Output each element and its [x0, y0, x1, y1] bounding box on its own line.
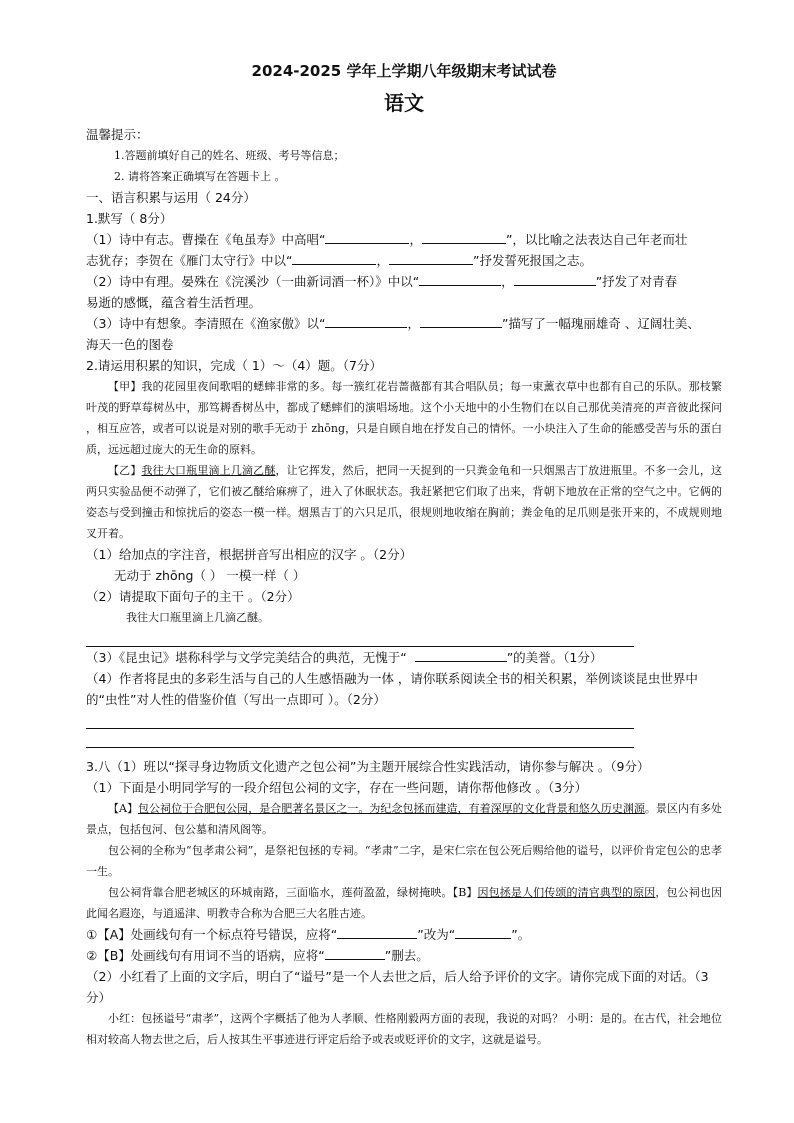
q1-part2-cont: 易逝的感慨，蕴含着生活哲理。 — [86, 295, 262, 310]
paragraph-b: 包公祠背靠合肥老城区的环城南路，三面临水，莲荷盈盈，绿树掩映。【B】因包拯是人们传颂的清官典型的原因，包公祠也因此闻名遐迩，与逍遥津、明教寺合称为合肥三大名胜古迹。 — [86, 886, 723, 920]
answer-blank[interactable] — [455, 924, 511, 939]
passage-yi: 【乙】我往大口瓶里滴上几滴乙醚，让它挥发，然后，把同一天捉到的一只粪金龟和一只烟黑吉丁放进瓶里。不多一会儿，这两只实验品便不动弹了，它们被乙醚给麻痹了，进入了休眠状态。我赶紧把它们取了出来，背朝下地放在正常的空气之中。它俩的姿态与受到撞击和惊扰后的姿态一模一样。烟黑吉丁的六只足爪，很规则地收缩在胸前；粪金龟的足爪则是张开来的，不成规则地叉开着。 — [86, 464, 722, 540]
answer-blank[interactable] — [514, 271, 596, 286]
q1-title: 1.默写（ 8分） — [86, 211, 173, 226]
q1-part3-cont: 海天一色的图卷 — [86, 337, 174, 352]
answer-blank[interactable] — [422, 229, 506, 244]
q1-part2: （2）诗中有理。晏殊在《浣溪沙（一曲新词酒一杯）》中以“ ， ”抒发了对青春 — [86, 271, 722, 292]
q1-part1-cont: 志犹存；李贺在《雁门太守行》中以“ ， ”抒发誓死报国之志。 — [86, 250, 722, 271]
section-heading: 一、语言积累与运用（ 24分） — [86, 190, 256, 205]
tips-label: 温馨提示： — [86, 127, 149, 142]
q2-sub4: （4）作者将昆虫的多彩生活与自己的人生感悟融为一体 ，请你联系阅读全书的相关积累，举例谈谈昆虫世界中的“虫性”对人性的借鉴价值（写出一点即可 ）。（2分） — [86, 671, 698, 707]
tip-item-1: 1.答题前填好自己的姓名、班级、考号等信息； — [114, 149, 345, 162]
answer-blank[interactable] — [415, 647, 507, 662]
q1-part1: （1）诗中有志。曹操在《龟虽寿》中高唱“ ， ”，以比喻之法表达自己年老而壮 — [86, 229, 722, 250]
q1-part3: （3）诗中有想象。李清照在《渔家傲》以“ ， ”描写了一幅瑰丽雄奇 、辽阔壮美、 — [86, 313, 722, 334]
answer-blank[interactable] — [420, 313, 502, 328]
answer-blank[interactable] — [325, 945, 385, 960]
passage-jia: 【甲】我的花园里夜间歌唱的蟋蟀非常的多。每一簇红花岩蔷薇都有其合唱队员；每一束薰衣草中也都有自己的乐队。那枝繁叶茂的野草莓树丛中，那笃耨香树丛中，都成了蟋蟀们的演唱场地。这个小天地中的小生物们在以自己那优美清亮的声音彼此探问 ，相互应答，或者可以说是对别的歌手无动于 zhōng，只是自顾自地在抒发自己的情怀。一小块注入了生命的能感受苦与乐的蛋白质，远远超过庞大的无生命的原料。 — [86, 380, 722, 456]
subject-title: 语文 — [384, 91, 424, 115]
underlined-sentence: 我往大口瓶里滴上几滴乙醚 — [141, 464, 276, 477]
answer-blank[interactable] — [292, 250, 376, 265]
answer-blank[interactable] — [337, 924, 417, 939]
answer-line[interactable] — [86, 628, 634, 647]
answer-blank[interactable] — [389, 250, 473, 265]
dialogue: 小红：包拯谥号“肃孝”，这两个字概括了他为人孝顺、性格刚毅两方面的表现，我说的对吗？ 小明：是的。在古代，社会地位相对较高人物去世之后，后人按其生平事迹进行评定后给予或表或贬评价的文字，这就是谥号。 — [86, 1012, 722, 1046]
underlined-sentence-b: 因包拯是人们传颂的清官典型的原因 — [477, 886, 656, 899]
q3-title: 3.八（1）班以“探寻身边物质文化遗产之包公祠”为主题开展综合性实践活动，请你参与解决 。（9分） — [86, 759, 650, 774]
q2-sub2-sentence: 我往大口瓶里滴上几滴乙醚。 — [126, 611, 269, 624]
paragraph-a: 【A】包公祠位于合肥包公园，是合肥著名景区之一。为纪念包拯而建造，有着深厚的文化背景和悠久历史渊源。景区内有多处景点，包括包河、包公墓和清风阁等。 — [86, 802, 723, 836]
q2-sub3: （3）《昆虫记》堪称科学与文学完美结合的典范，无愧于“ ”的美誉。（1分） — [86, 647, 722, 668]
q2-sub2: （2）请提取下面句子的主干 。（2分） — [86, 589, 300, 604]
q2-title: 2.请运用积累的知识，完成（ 1）～（4）题。（7分） — [86, 358, 383, 373]
answer-blank[interactable] — [325, 313, 407, 328]
q3-sub2: （2）小红看了上面的文字后，明白了“谥号”是一个人去世之后，后人给予评价的文字。请你完成下面的对话。（3分） — [86, 969, 709, 1005]
paragraph-2: 包公祠的全称为“包孝肃公祠”，是祭祀包拯的专祠。“孝肃”二字，是宋仁宗在包公死后赐给他的谥号，以评价肯定包公的忠孝一生。 — [86, 844, 722, 878]
q2-sub1-items: 无动于 zhōng（ ） 一模一样（ ） — [114, 568, 306, 583]
exam-page — [86, 56, 722, 1050]
underlined-sentence-a: 包公祠位于合肥包公园，是合肥著名景区之一。为纪念包拯而建造，有着深厚的文化背景和悠久历史渊源 — [138, 802, 645, 815]
exam-title: 2024-2025 学年上学期八年级期末考试试卷 — [251, 62, 557, 80]
tip-item-2: 2. 请将答案正确填写在答题卡上 。 — [114, 170, 286, 183]
fix-1: ①【A】处画线句有一个标点符号错误，应将“ ”改为“ ”。 — [86, 924, 722, 945]
answer-line[interactable] — [86, 710, 634, 729]
q3-sub1: （1）下面是小明同学写的一段介绍包公祠的文字，存在一些问题，请你帮他修改 。（3分） — [86, 780, 588, 795]
q2-sub1: （1）给加点的字注音，根据拼音写出相应的汉字 。（2分） — [86, 547, 413, 562]
answer-blank[interactable] — [419, 271, 501, 286]
answer-line[interactable] — [86, 729, 634, 748]
fix-2: ②【B】处画线句有用词不当的语病，应将“ ”删去。 — [86, 945, 722, 966]
answer-blank[interactable] — [325, 229, 409, 244]
